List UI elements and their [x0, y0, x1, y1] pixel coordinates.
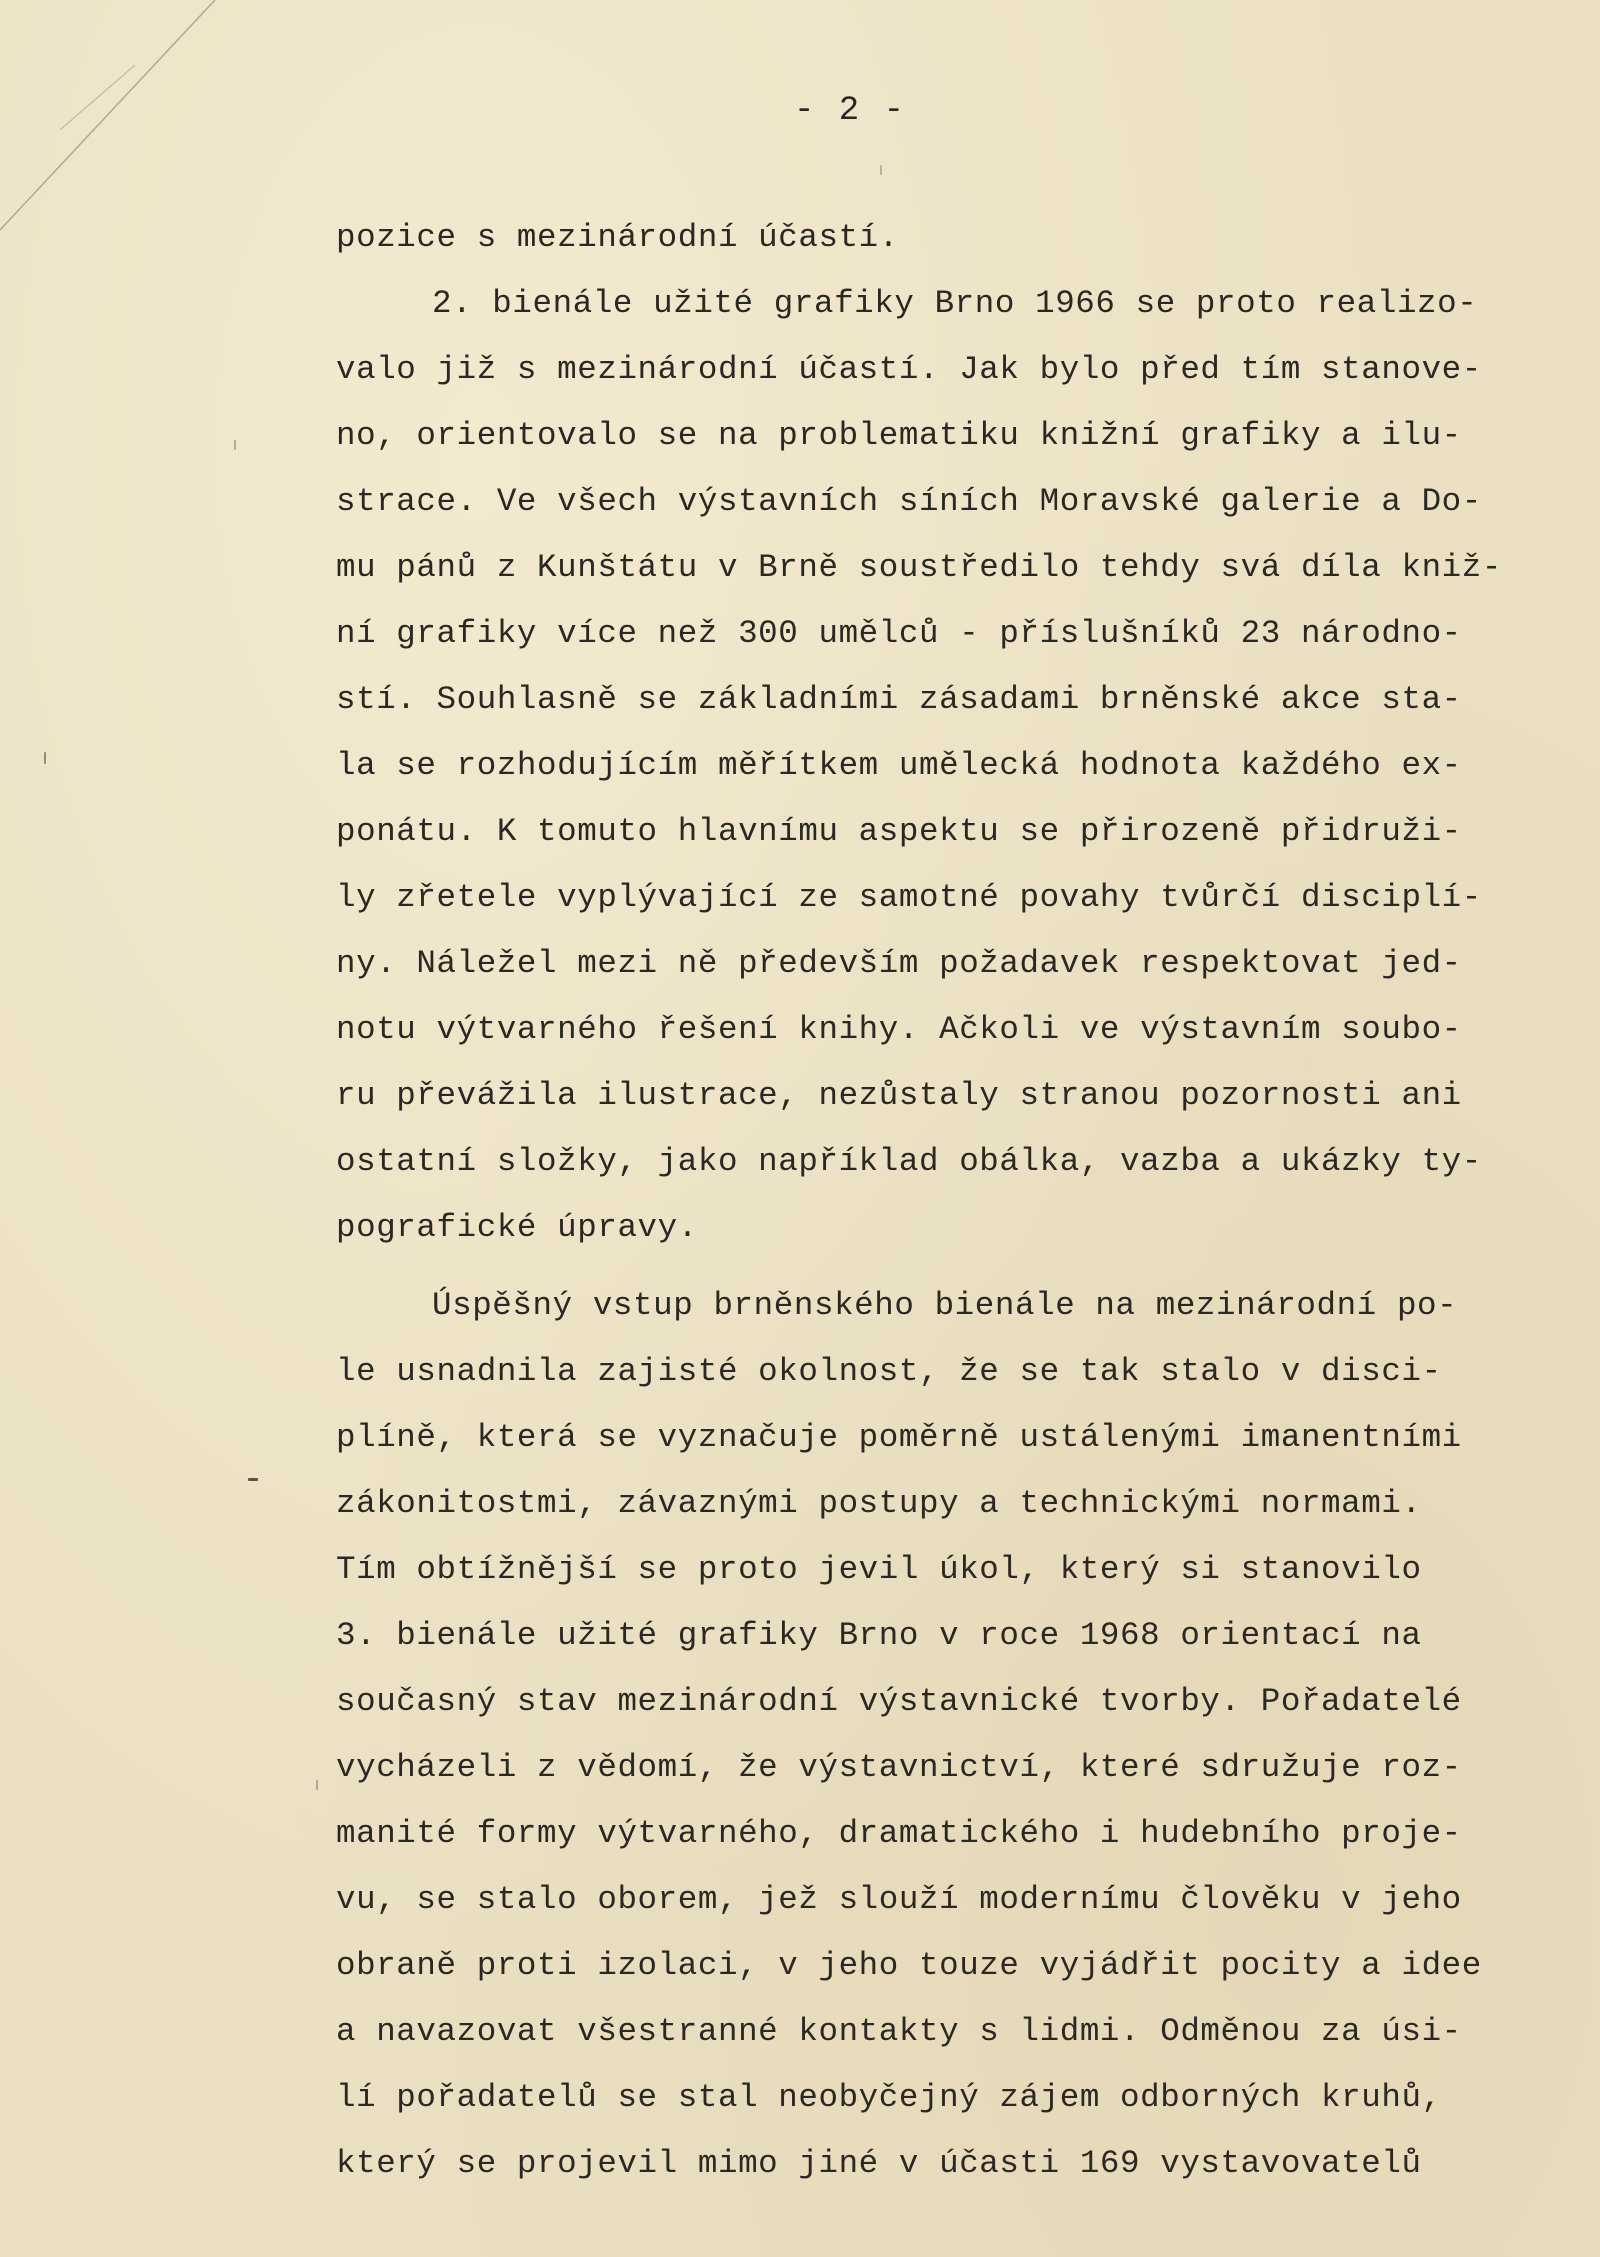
- text-line: vycházeli z vědomí, že výstavnictví, které sdružuje roz-: [336, 1749, 1462, 1786]
- text-line: manité formy výtvarného, dramatického i hudebního proje-: [336, 1815, 1462, 1852]
- text-line: 3. bienále užité grafiky Brno v roce 1968 orientací na: [336, 1617, 1422, 1654]
- text-line: obraně proti izolaci, v jeho touze vyjádřit pocity a idee: [336, 1947, 1482, 1984]
- text-line: no, orientovalo se na problematiku knižní grafiky a ilu-: [336, 417, 1462, 454]
- folded-corner-crease: [0, 0, 260, 260]
- margin-mark: [316, 1780, 318, 1790]
- text-line: Tím obtížnější se proto jevil úkol, který si stanovilo: [336, 1551, 1422, 1588]
- text-line: lí pořadatelů se stal neobyčejný zájem odborných kruhů,: [336, 2079, 1442, 2116]
- margin-mark: [44, 752, 46, 764]
- text-line: ní grafiky více než 300 umělců - příslušníků 23 národno-: [336, 615, 1462, 652]
- text-line: pozice s mezinárodní účastí.: [336, 219, 899, 256]
- text-line: pografické úpravy.: [336, 1209, 698, 1246]
- text-line: který se projevil mimo jiné v účasti 169 vystavovatelů: [336, 2145, 1422, 2182]
- text-line: Úspěšný vstup brněnského bienále na mezinárodní po-: [432, 1287, 1458, 1324]
- text-line: ponátu. K tomuto hlavnímu aspektu se přirozeně přidruži-: [336, 813, 1462, 850]
- text-line: le usnadnila zajisté okolnost, že se tak stalo v disci-: [336, 1353, 1442, 1390]
- text-line: mu pánů z Kunštátu v Brně soustředilo tehdy svá díla kniž-: [336, 549, 1502, 586]
- text-line: zákonitostmi, závaznými postupy a technickými normami.: [336, 1485, 1422, 1522]
- margin-mark: [880, 165, 882, 175]
- text-line: vu, se stalo oborem, jež slouží modernímu člověku v jeho: [336, 1881, 1462, 1918]
- text-line: ostatní složky, jako například obálka, vazba a ukázky ty-: [336, 1143, 1482, 1180]
- text-line: ru převážila ilustrace, nezůstaly stranou pozornosti ani: [336, 1077, 1462, 1114]
- text-line: notu výtvarného řešení knihy. Ačkoli ve výstavním soubo-: [336, 1011, 1462, 1048]
- text-line: valo již s mezinárodní účastí. Jak bylo před tím stanove-: [336, 351, 1482, 388]
- margin-mark: [248, 1478, 258, 1481]
- text-line: ny. Náležel mezi ně především požadavek respektovat jed-: [336, 945, 1462, 982]
- page-number: - 2 -: [793, 92, 907, 130]
- margin-mark: [234, 440, 236, 450]
- text-line: současný stav mezinárodní výstavnické tvorby. Pořadatelé: [336, 1683, 1462, 1720]
- text-line: plíně, která se vyznačuje poměrně ustálenými imanentními: [336, 1419, 1462, 1456]
- text-line: la se rozhodujícím měřítkem umělecká hodnota každého ex-: [336, 747, 1462, 784]
- text-line: 2. bienále užité grafiky Brno 1966 se proto realizo-: [432, 285, 1478, 322]
- typewritten-text-body: [336, 205, 1516, 2197]
- text-line: stí. Souhlasně se základními zásadami brněnské akce sta-: [336, 681, 1462, 718]
- text-line: strace. Ve všech výstavních síních Moravské galerie a Do-: [336, 483, 1482, 520]
- text-line: ly zřetele vyplývající ze samotné povahy tvůrčí disciplí-: [336, 879, 1482, 916]
- text-line: a navazovat všestranné kontakty s lidmi. Odměnou za úsi-: [336, 2013, 1462, 2050]
